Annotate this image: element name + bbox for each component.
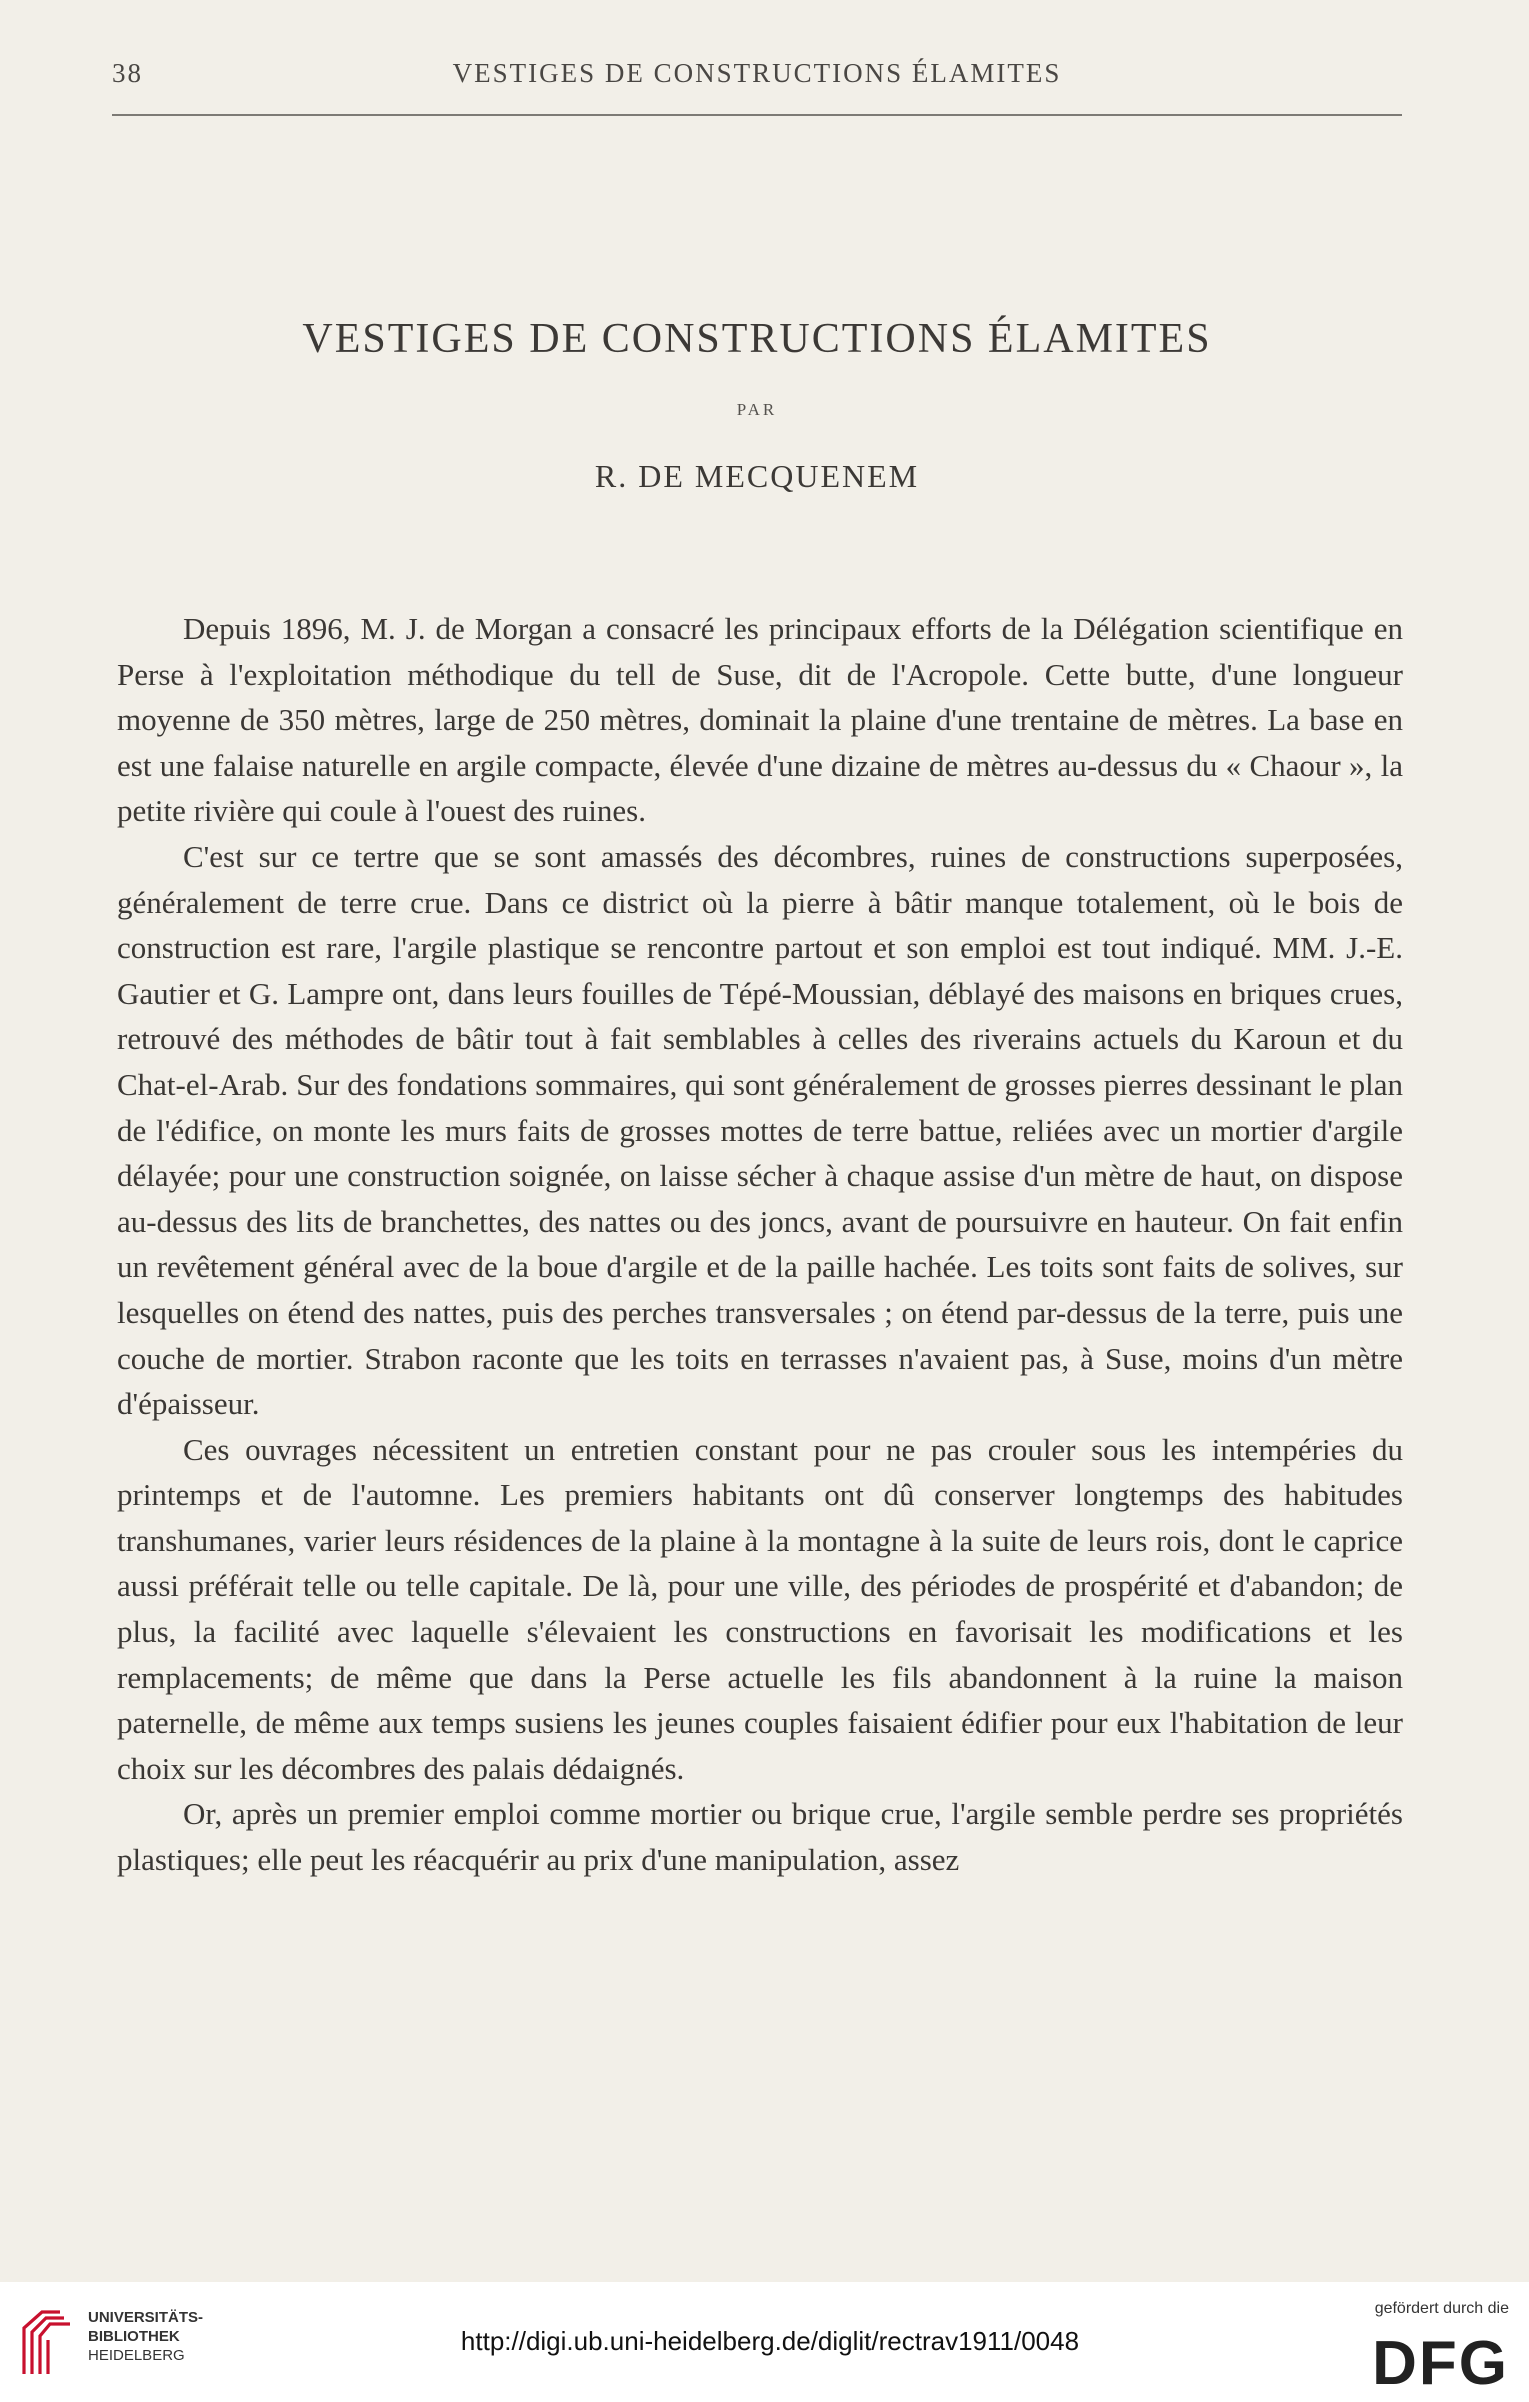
paragraph: Or, après un premier emploi comme mortier ou brique crue, l'argile semble perdre ses propriétés plastiques; elle peut les réacquérir au prix d'une manipulation, assez bbox=[117, 1796, 1403, 1878]
ub-heidelberg-logo-icon[interactable] bbox=[18, 2304, 78, 2380]
article-body bbox=[117, 606, 1403, 1883]
article-author: R. DE MECQUENEM bbox=[594, 458, 920, 494]
footer-bar bbox=[0, 2282, 1529, 2402]
library-name-line: HEIDELBERG bbox=[88, 2347, 185, 2364]
library-name-line: UNIVERSITÄTS- bbox=[88, 2309, 204, 2326]
running-head bbox=[112, 58, 1402, 98]
paragraph: Depuis 1896, M. J. de Morgan a consacré les principaux efforts de la Délégation scientifique en Perse à l'exploitation méthodique du tell de Suse, dit de l'Acropole. Cette butte, d'une longueur moyenne de 350 mètres, large de 250 mètres, dominait la plaine d'une trentaine de mètres. La base en est une falaise naturelle en argile compacte, élevée d'une dizaine de mètres au-dessus du « Chaour », la petite rivière qui coule à l'ouest des ruines. bbox=[117, 611, 1403, 829]
library-name[interactable] bbox=[88, 2308, 203, 2365]
paragraph: Ces ouvrages nécessitent un entretien constant pour ne pas crouler sous les intempéries du printemps et de l'automne. Les premiers habitants ont dû conserver longtemps des habitudes transhumanes, varier leurs résidences de la plaine à la montagne à la suite de leurs rois, dont le caprice aussi préférait telle ou telle capitale. De là, pour une ville, des périodes de prospérité et d'abandon; de plus, la facilité avec laquelle s'élevaient les constructions en favorisait les modifications et les remplacements; de même que dans la Perse actuelle les fils abandonnent à la ruine la maison paternelle, de même aux temps susiens les jeunes couples faisaient édifier pour eux l'habitation de leur choix sur les décombres des palais dédaignés. bbox=[117, 1431, 1403, 1786]
running-title: VESTIGES DE CONSTRUCTIONS ÉLAMITES bbox=[452, 58, 1062, 88]
library-name-line: BIBLIOTHEK bbox=[88, 2328, 180, 2345]
permalink-url[interactable]: http://digi.ub.uni-heidelberg.de/diglit/rectrav1911/0048 bbox=[460, 2326, 1080, 2356]
page-number: 38 bbox=[112, 58, 143, 88]
article-title: VESTIGES DE CONSTRUCTIONS ÉLAMITES bbox=[302, 316, 1212, 362]
byline-par: PAR bbox=[736, 400, 778, 419]
dfg-logo-icon[interactable] bbox=[1359, 2326, 1509, 2390]
dfg-logo-text: DFG bbox=[1372, 2329, 1509, 2390]
funded-by-label: gefördert durch die bbox=[1374, 2300, 1509, 2317]
header-rule bbox=[112, 114, 1402, 116]
paragraph: C'est sur ce tertre que se sont amassés des décombres, ruines de constructions superposées, généralement de terre crue. Dans ce district où la pierre à bâtir manque totalement, où le bois de construction est rare, l'argile plastique se rencontre partout et son emploi est tout indiqué. MM. J.-E. Gautier et G. Lampre ont, dans leurs fouilles de Tépé-Moussian, déblayé des maisons en briques crues, retrouvé des méthodes de bâtir tout à fait semblables à celles des riverains actuels du Karoun et du Chat-el-Arab. Sur des fondations sommaires, qui sont généralement de grosses pierres dessinant le plan de l'édifice, on monte les murs faits de grosses mottes de terre battue, reliées avec un mortier d'argile délayée; pour une construction soignée, on laisse sécher à chaque assise d'un mètre de haut, on dispose au-dessus des lits de branchettes, des nattes ou des joncs, avant de poursuivre en hauteur. On fait enfin un revêtement général avec de la boue d'argile et de la paille hachée. Les toits sont faits de solives, sur lesquelles on étend des nattes, puis des perches transversales ; on étend par-dessus de la terre, puis une couche de mortier. Strabon raconte que les toits en terrasses n'avaient pas, à Suse, moins d'un mètre d'épaisseur. bbox=[117, 838, 1403, 1422]
